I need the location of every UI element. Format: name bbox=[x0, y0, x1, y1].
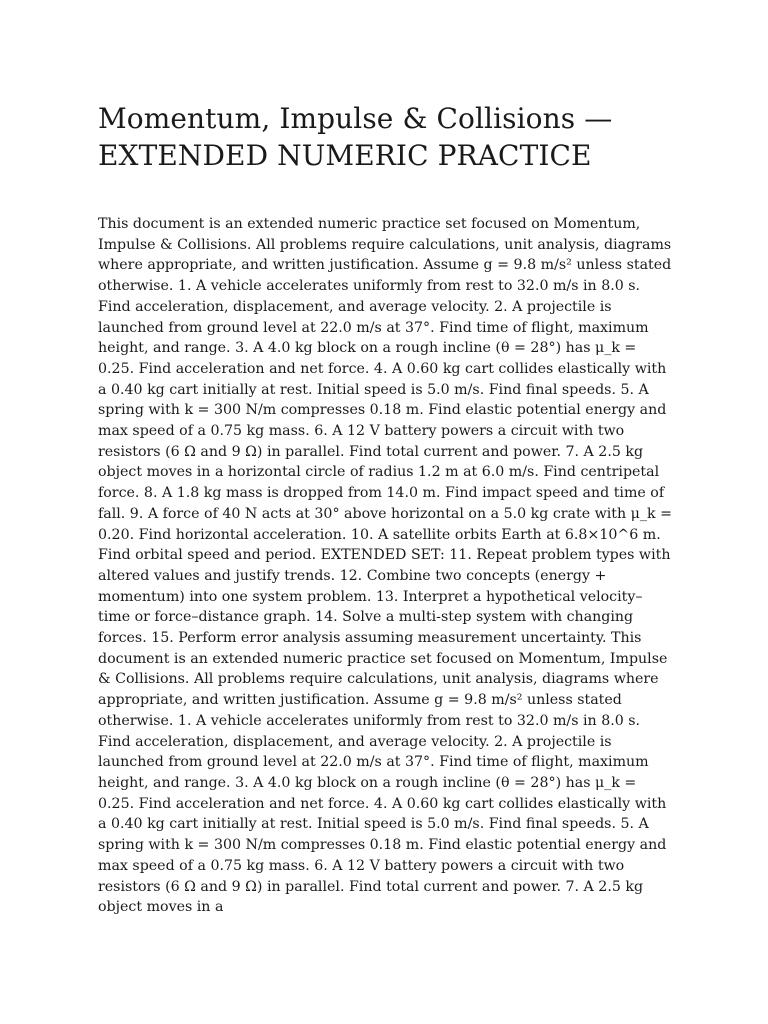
document-title-line-2: EXTENDED NUMERIC PRACTICE bbox=[98, 139, 592, 172]
document-page bbox=[98, 100, 674, 918]
document-title bbox=[98, 100, 674, 174]
document-title-line-1: Momentum, Impulse & Collisions — bbox=[98, 102, 613, 135]
document-body: This document is an extended numeric practice set focused on Momentum, Impulse & Collisions. All problems require calculations, unit analysis, diagrams where appropriate, and written justification. Assume g = 9.8 m/s² unless stated otherwise. 1. A vehicle accelerates uniformly from rest to 32.0 m/s in 8.0 s. Find acceleration, displacement, and average velocity. 2. A projectile is launched from ground level at 22.0 m/s at 37°. Find time of flight, maximum height, and range. 3. A 4.0 kg block on a rough incline (θ = 28°) has μ_k = 0.25. Find acceleration and net force. 4. A 0.60 kg cart collides elastically with a 0.40 kg cart initially at rest. Initial speed is 5.0 m/s. Find final speeds. 5. A spring with k = 300 N/m compresses 0.18 m. Find elastic potential energy and max speed of a 0.75 kg mass. 6. A 12 V battery powers a circuit with two resistors (6 Ω and 9 Ω) in parallel. Find total current and power. 7. A 2.5 kg object moves in a horizontal circle of radius 1.2 m at 6.0 m/s. Find centripetal force. 8. A 1.8 kg mass is dropped from 14.0 m. Find impact speed and time of fall. 9. A force of 40 N acts at 30° above horizontal on a 5.0 kg crate with μ_k = 0.20. Find horizontal acceleration. 10. A satellite orbits Earth at 6.8×10^6 m. Find orbital speed and period. EXTENDED SET: 11. Repeat problem types with altered values and justify trends. 12. Combine two concepts (energy + momentum) into one system problem. 13. Interpret a hypothetical velocity–time or force–distance graph. 14. Solve a multi-step system with changing forces. 15. Perform error analysis assuming measurement uncertainty. This document is an extended numeric practice set focused on Momentum, Impulse & Collisions. All problems require calculations, unit analysis, diagrams where appropriate, and written justification. Assume g = 9.8 m/s² unless stated otherwise. 1. A vehicle accelerates uniformly from rest to 32.0 m/s in 8.0 s. Find acceleration, displacement, and average velocity. 2. A projectile is launched from ground level at 22.0 m/s at 37°. Find time of flight, maximum height, and range. 3. A 4.0 kg block on a rough incline (θ = 28°) has μ_k = 0.25. Find acceleration and net force. 4. A 0.60 kg cart collides elastically with a 0.40 kg cart initially at rest. Initial speed is 5.0 m/s. Find final speeds. 5. A spring with k = 300 N/m compresses 0.18 m. Find elastic potential energy and max speed of a 0.75 kg mass. 6. A 12 V battery powers a circuit with two resistors (6 Ω and 9 Ω) in parallel. Find total current and power. 7. A 2.5 kg object moves in a bbox=[98, 216, 672, 916]
